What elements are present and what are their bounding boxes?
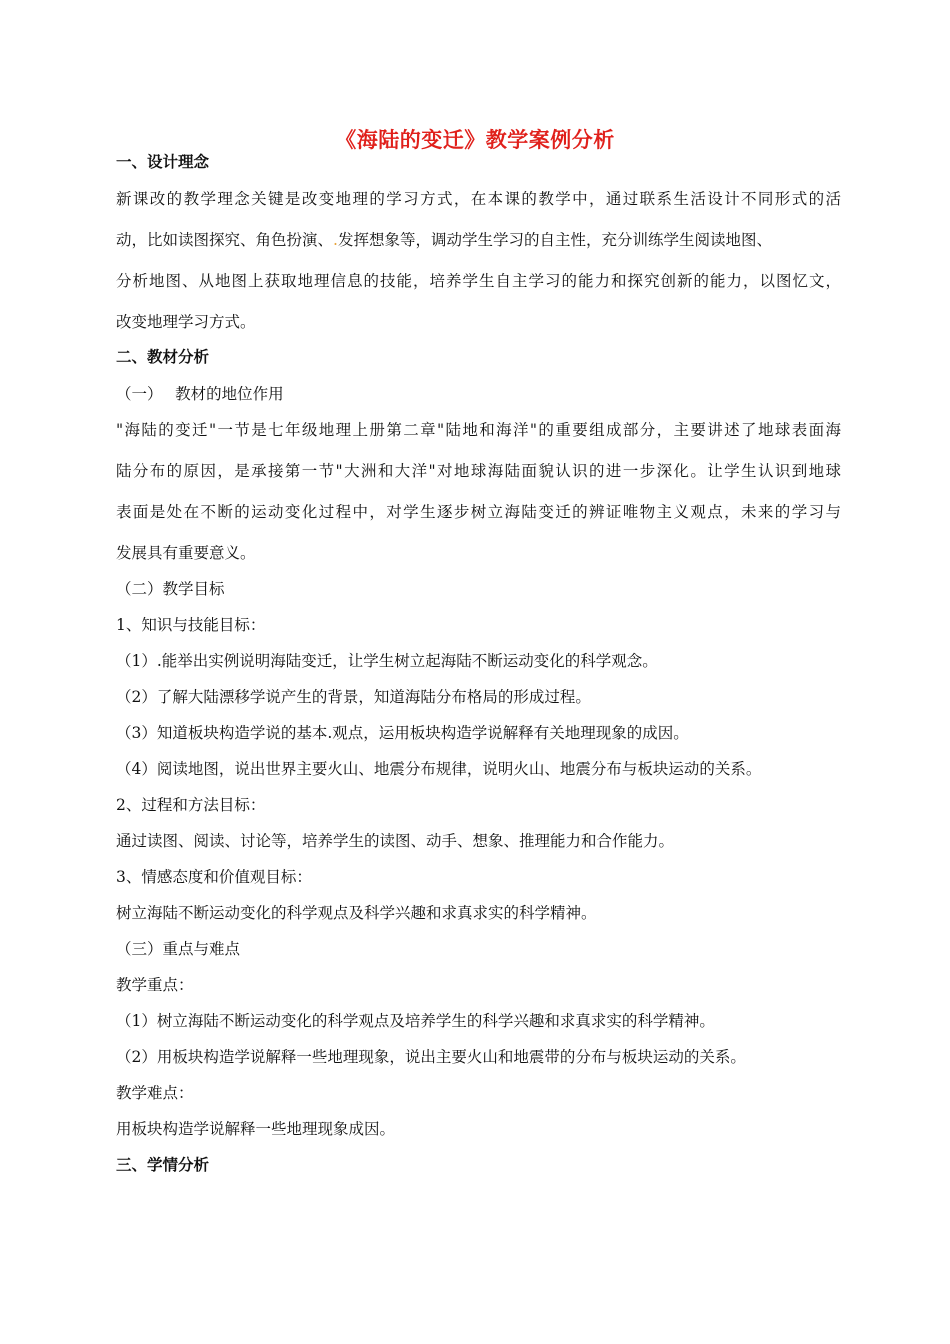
- stray-mark: .: [333, 231, 338, 249]
- paragraph-line: 陆分布的原因，是承接第一节"大洲和大洋"对地球海陆面貌认识的进一步深化。让学生认识到地球: [116, 462, 841, 480]
- paragraph-line: 发展具有重要意义。: [116, 544, 256, 562]
- goal-item: （1）.能举出实例说明海陆变迁，让学生树立起海陆不断运动变化的科学观念。: [116, 652, 658, 670]
- paragraph-line: 新课改的教学理念关键是改变地理的学习方式，在本课的教学中，通过联系生活设计不同形式的活: [116, 190, 841, 208]
- section-heading-students: 三、学情分析: [116, 1156, 210, 1174]
- paragraph-line: "海陆的变迁"一节是七年级地理上册第二章"陆地和海洋"的重要组成部分，主要讲述了地球表面海: [116, 421, 841, 439]
- paragraph-line: 改变地理学习方式。: [116, 313, 256, 331]
- paragraph-fragment: 发挥想象等，调动学生学习的自主性，充分训练学生阅读地图、: [337, 231, 772, 249]
- goal-text: 树立海陆不断运动变化的科学观点及科学兴趣和求真求实的科学精神。: [116, 904, 597, 922]
- paragraph-line: 分析地图、从地图上获取地理信息的技能，培养学生自主学习的能力和探究创新的能力，以图忆文，: [116, 272, 841, 290]
- goal-item: （2）了解大陆漂移学说产生的背景，知道海陆分布格局的形成过程。: [116, 688, 591, 706]
- key-item: （2）用板块构造学说解释一些地理现象，说出主要火山和地震带的分布与板块运动的关系。: [116, 1048, 746, 1066]
- difficulty-text: 用板块构造学说解释一些地理现象成因。: [116, 1120, 396, 1138]
- paragraph-fragment: 动，比如读图探究、角色扮演、: [116, 231, 334, 249]
- goal-item: （4）阅读地图，说出世界主要火山、地震分布规律，说明火山、地震分布与板块运动的关系。: [116, 760, 762, 778]
- difficulty-label: 教学难点：: [116, 1084, 194, 1102]
- goal-item: （3）知道板块构造学说的基本.观点，运用板块构造学说解释有关地理现象的成因。: [116, 724, 689, 742]
- goal-heading: 1、知识与技能目标：: [116, 616, 266, 634]
- goal-text: 通过读图、阅读、讨论等，培养学生的读图、动手、想象、推理能力和合作能力。: [116, 832, 675, 850]
- document-title: 《海陆的变迁》教学案例分析: [335, 128, 615, 152]
- paragraph-line: [116, 229, 841, 251]
- key-item: （1）树立海陆不断运动变化的科学观点及培养学生的科学兴趣和求真求实的科学精神。: [116, 1012, 715, 1030]
- section-heading-material: 二、教材分析: [116, 348, 210, 366]
- goal-heading: 2、过程和方法目标：: [116, 796, 266, 814]
- subsection-heading: （三）重点与难点: [116, 940, 241, 958]
- key-label: 教学重点：: [116, 976, 194, 994]
- subsection-heading: （一） 教材的地位作用: [116, 385, 284, 403]
- goal-heading: 3、情感态度和价值观目标：: [116, 868, 312, 886]
- section-heading-design: 一、设计理念: [116, 153, 210, 171]
- paragraph-line: 表面是处在不断的运动变化过程中，对学生逐步树立海陆变迁的辨证唯物主义观点，未来的学习与: [116, 503, 841, 521]
- subsection-heading: （二）教学目标: [116, 580, 225, 598]
